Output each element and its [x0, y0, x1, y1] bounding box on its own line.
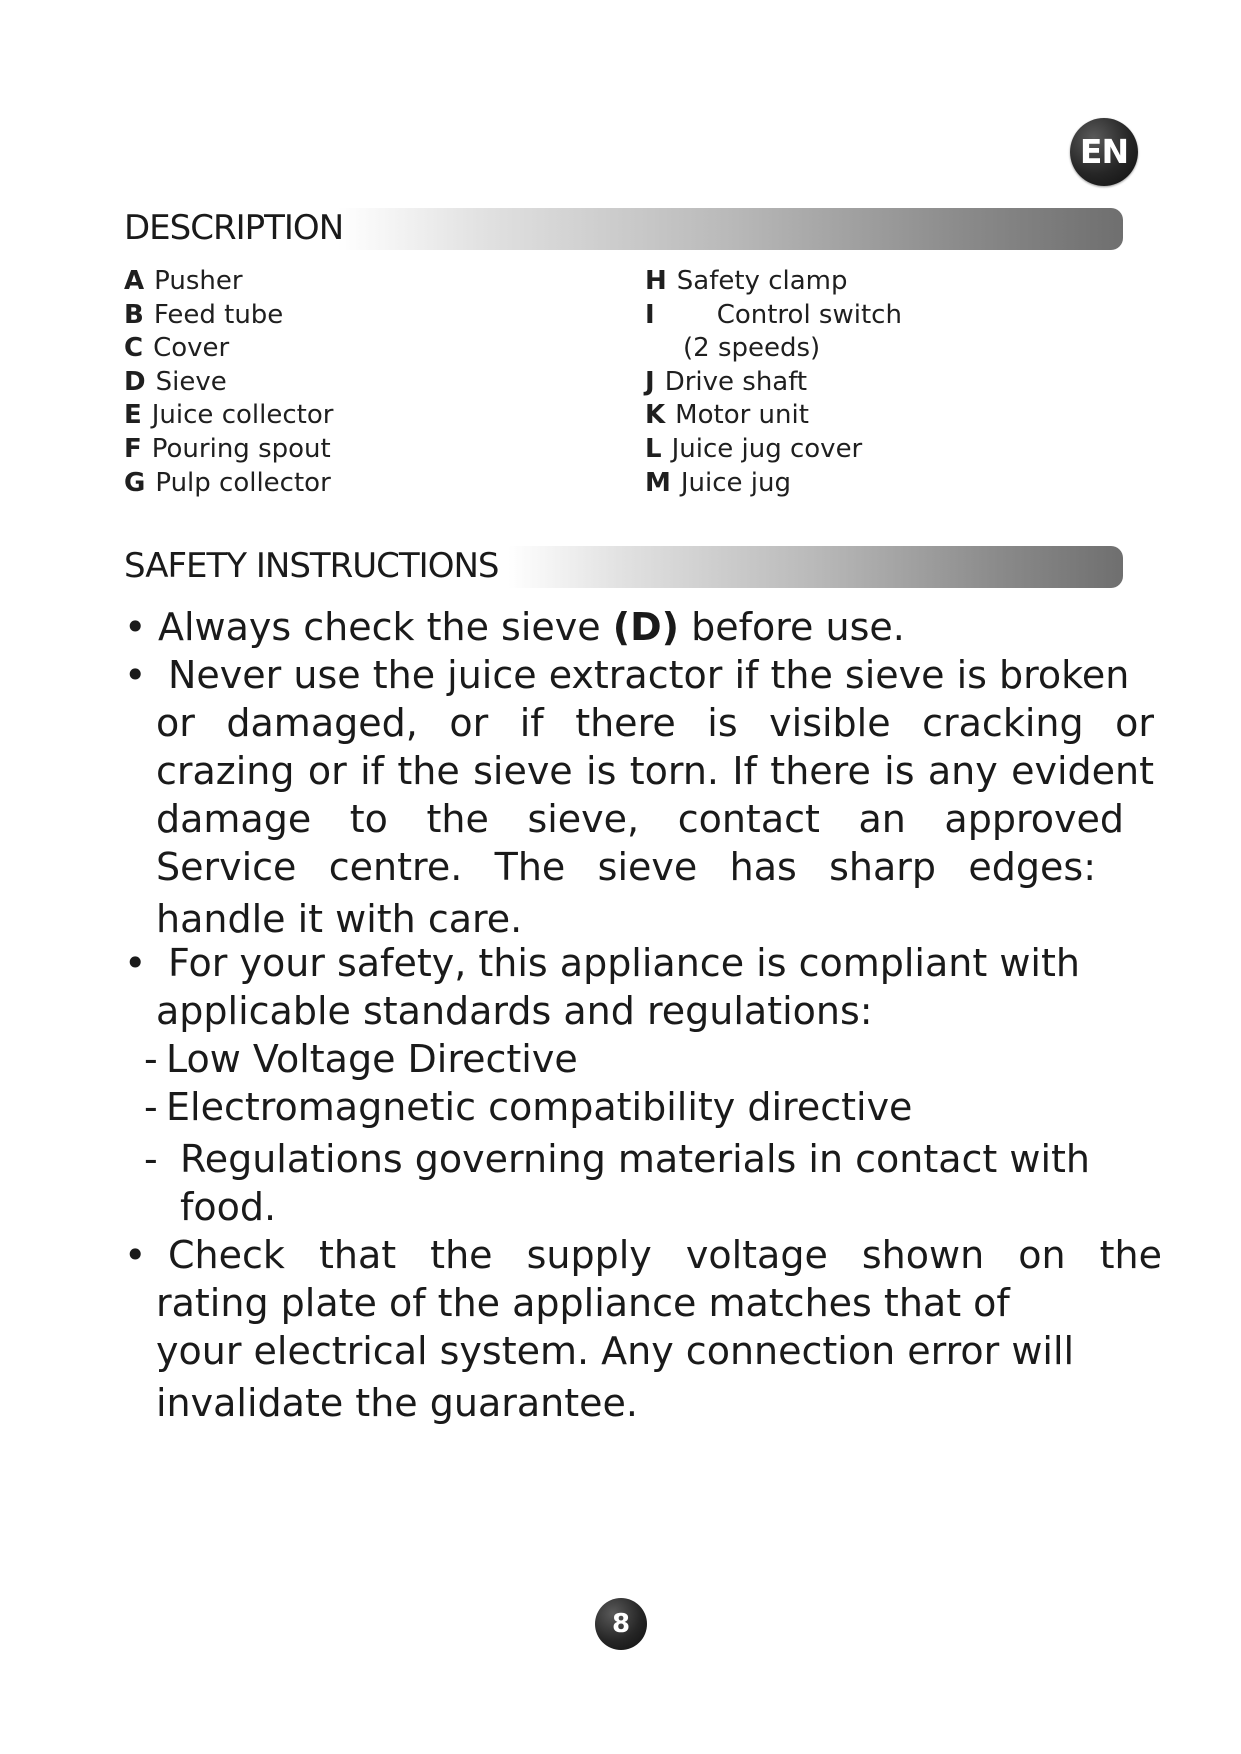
directive-item	[144, 1083, 1154, 1131]
dash-marker: -	[144, 1037, 158, 1081]
safety-instructions	[124, 603, 1162, 1427]
part-item	[124, 399, 604, 433]
safety-bullet	[124, 1231, 1162, 1427]
bullet-dot: •	[124, 653, 147, 697]
part-letter: F	[124, 433, 142, 464]
part-letter: J	[645, 366, 655, 397]
directive-item	[144, 1135, 1154, 1231]
directive-item	[144, 1035, 1154, 1083]
bullet-dot: •	[124, 605, 147, 649]
part-letter: H	[645, 266, 667, 296]
part-item	[124, 332, 604, 366]
safety-bullet-line: applicable standards and regulations:	[156, 989, 873, 1033]
safety-bullet-line: crazing or if the sieve is torn. If there is any evident	[156, 749, 1154, 793]
part-item	[645, 467, 1125, 501]
safety-title: SAFETY INSTRUCTIONS	[124, 546, 499, 586]
dash-marker: -	[144, 1085, 158, 1129]
safety-header	[118, 544, 1123, 588]
part-item	[645, 299, 1125, 333]
part-label: Motor unit	[675, 400, 809, 431]
part-letter: M	[645, 467, 671, 498]
safety-bullet	[124, 603, 1154, 651]
description-title: DESCRIPTION	[124, 208, 344, 248]
description-header-bar	[338, 208, 1123, 250]
directive-text: Electromagnetic compatibility directive	[166, 1085, 913, 1129]
safety-bullet-line: rating plate of the appliance matches that of	[156, 1281, 1010, 1325]
part-letter: K	[645, 400, 666, 431]
part-item	[645, 265, 1125, 299]
part-item	[124, 366, 604, 400]
bullet-dot: •	[124, 941, 147, 985]
safety-bullet	[124, 939, 1154, 1035]
parts-list-left	[124, 265, 604, 500]
part-item	[645, 433, 1125, 467]
directive-text: food.	[180, 1185, 277, 1229]
part-label: Feed tube	[153, 299, 284, 330]
safety-header-bar	[508, 546, 1123, 588]
safety-bullet-line: invalidate the guarantee.	[156, 1381, 638, 1425]
part-label: Juice collector	[151, 400, 334, 431]
directive-text: Low Voltage Directive	[166, 1037, 578, 1081]
parts-list-right	[645, 265, 1125, 500]
part-item	[124, 299, 604, 333]
bullet-text: before use.	[679, 605, 905, 649]
part-letter: E	[124, 400, 142, 431]
part-letter: I	[645, 299, 655, 330]
safety-bullet-line: Never use the juice extractor if the sieve is broken	[168, 653, 1130, 697]
part-item	[645, 366, 1125, 400]
part-item	[124, 433, 604, 467]
part-letter: G	[124, 467, 146, 498]
part-letter: A	[124, 266, 145, 296]
bullet-dot: •	[124, 1233, 147, 1277]
description-header	[118, 206, 1123, 250]
safety-bullet	[124, 651, 1154, 943]
safety-bullet-line: damage to the sieve, contact an approved	[156, 797, 1124, 841]
part-item	[124, 265, 604, 299]
safety-bullet-line: or damaged, or if there is visible cracking or	[156, 701, 1154, 745]
part-label-continuation: (2 speeds)	[683, 333, 821, 364]
part-label: Pusher	[154, 266, 243, 296]
part-label: Pouring spout	[151, 433, 331, 464]
part-letter: B	[124, 299, 144, 330]
safety-bullet-line: Service centre. The sieve has sharp edges:	[156, 845, 1096, 889]
part-label: Sieve	[155, 366, 227, 397]
part-letter: L	[645, 433, 662, 464]
part-label: Cover	[153, 333, 230, 364]
part-label: Control switch	[716, 299, 902, 330]
dash-marker: -	[144, 1137, 158, 1181]
part-label: Safety clamp	[676, 266, 848, 296]
safety-bullet-line: Check that the supply voltage shown on the	[168, 1233, 1162, 1277]
part-label: Juice jug	[680, 467, 792, 498]
safety-bullet-line: For your safety, this appliance is compliant with	[168, 941, 1080, 985]
part-item	[645, 399, 1125, 433]
part-letter: C	[124, 333, 144, 364]
part-label: Juice jug cover	[671, 433, 863, 464]
part-label: Pulp collector	[155, 467, 331, 498]
safety-bullet-line: handle it with care.	[156, 897, 523, 941]
language-badge: EN	[1070, 118, 1138, 186]
bullet-text: Always check the sieve	[158, 605, 613, 649]
part-item	[124, 467, 604, 501]
directive-text: Regulations governing materials in contact with	[180, 1137, 1091, 1181]
page-number: 8	[595, 1598, 647, 1650]
part-letter: D	[124, 366, 146, 397]
part-reference: (D)	[612, 605, 680, 649]
safety-bullet-line: your electrical system. Any connection error will	[156, 1329, 1075, 1373]
safety-bullet-line	[158, 603, 1154, 651]
part-label: Drive shaft	[664, 366, 808, 397]
